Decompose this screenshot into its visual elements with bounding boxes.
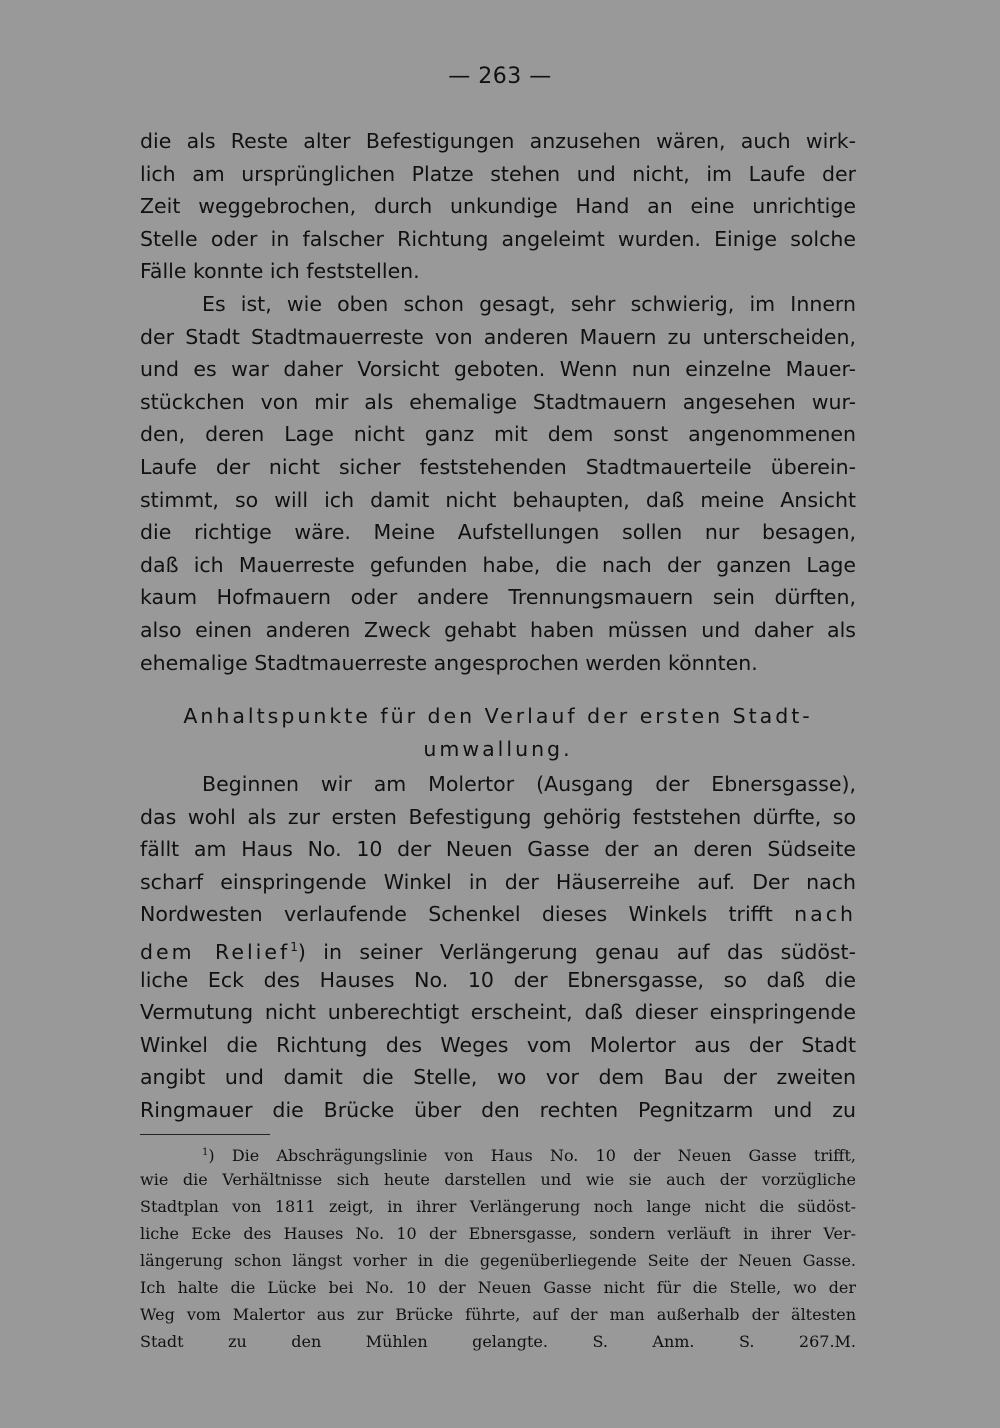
text-segment: Nordwesten verlaufende Schenkel dieses Winkels trifft [140, 902, 773, 927]
footnote-divider [140, 1134, 270, 1135]
paragraph-continued [140, 125, 856, 288]
text-line: Fälle konnte ich feststellen. [140, 259, 420, 284]
spaced-text: nach [794, 902, 856, 927]
text-line [140, 898, 856, 931]
text-line: Ringmauer die Brücke über den rechten Pegnitzarm und zu [140, 1097, 856, 1122]
text-segment: Stadt zu den Mühlen gelangte. S. Anm. S. 267. [140, 1332, 835, 1351]
text-line: Winkel die Richtung des Weges vom Molertor aus der Stadt [140, 1032, 856, 1057]
text-line: die als Reste alter Befestigungen anzusehen wären, auch wirk- [140, 129, 856, 153]
text-line: Es ist, wie oben schon gesagt, sehr schwierig, im Innern [202, 292, 856, 316]
paragraph-2 [140, 288, 856, 679]
text-line: ehemalige Stadtmauerreste angesprochen werden könnten. [140, 650, 758, 675]
text-line: der Stadt Stadtmauerreste von anderen Mauern zu unterscheiden, [140, 324, 856, 349]
spaced-text: dem Relief [140, 939, 291, 964]
text-line: kaum Hofmauern oder andere Trennungsmauern sein dürften, [140, 585, 856, 610]
footnote-line: liche Ecke des Hauses No. 10 der Ebnersgasse, sondern verläuft in ihrer Ver- [140, 1224, 856, 1243]
text-line: also einen anderen Zweck gehabt haben müssen und daher als [140, 617, 856, 642]
footnote-marker: 1 [202, 1147, 209, 1158]
heading-line-1: Anhaltspunkte für den Verlauf der ersten Stadt- [183, 704, 813, 728]
footnote-line: Ich halte die Lücke bei No. 10 der Neuen Gasse nicht für die Stelle, wo der [140, 1278, 856, 1297]
text-line [140, 931, 856, 964]
footnote-line: Weg vom Malertor aus zur Brücke führte, auf der man außerhalb der ältesten [140, 1305, 856, 1324]
text-line: Laufe der nicht sicher feststehenden Stadtmauerteile überein- [140, 454, 856, 479]
heading-line-2: umwallung. [423, 736, 573, 761]
text-line: scharf einspringende Winkel in der Häuserreihe auf. Der nach [140, 869, 856, 894]
text-line: die richtige wäre. Meine Aufstellungen sollen nur besagen, [140, 520, 856, 545]
text-line: den, deren Lage nicht ganz mit dem sonst angenommenen [140, 422, 856, 447]
text-line: angibt und damit die Stelle, wo vor dem Bau der zweiten [140, 1065, 856, 1090]
paragraph-3 [140, 768, 856, 1127]
text-line: liche Eck des Hauses No. 10 der Ebnersgasse, so daß die [140, 967, 856, 992]
text-line: Beginnen wir am Molertor (Ausgang der Ebnersgasse), [202, 772, 856, 796]
text-line: und es war daher Vorsicht geboten. Wenn nun einzelne Mauer- [140, 357, 856, 382]
page-number: — 263 — [448, 64, 552, 89]
footnote-line [140, 1139, 856, 1166]
footnote-line: wie die Verhältnisse sich heute darstellen und wie sie auch der vorzügliche [140, 1170, 856, 1189]
text-segment: ) Die Abschrägungslinie von Haus No. 10 der Neuen Gasse trifft, [208, 1146, 856, 1165]
text-line: Stelle oder in falscher Richtung angeleimt wurden. Einige solche [140, 226, 856, 251]
text-line: daß ich Mauerreste gefunden habe, die nach der ganzen Lage [140, 552, 856, 577]
text-line: lich am ursprünglichen Platze stehen und nicht, im Laufe der [140, 161, 856, 186]
text-line: Zeit weggebrochen, durch unkundige Hand an eine unrichtige [140, 194, 856, 219]
text-segment: ) in seiner Verlängerung genau auf das südöst- [297, 939, 856, 964]
text-line: das wohl als zur ersten Befestigung gehörig feststehen dürfte, so [140, 804, 856, 829]
text-line: stückchen von mir als ehemalige Stadtmauern angesehen wur- [140, 389, 856, 414]
footnote [140, 1139, 856, 1355]
text-line: stimmt, so will ich damit nicht behaupten, daß meine Ansicht [140, 487, 856, 512]
footnote-line [140, 1328, 856, 1355]
footnote-line: längerung schon längst vorher in die gegenüberliegende Seite der Neuen Gasse. [140, 1251, 856, 1270]
footnote-reference[interactable]: 1 [290, 939, 298, 954]
footnote-line: Stadtplan von 1811 zeigt, in ihrer Verlängerung noch lange nicht die südöst- [140, 1197, 856, 1216]
text-line: Vermutung nicht unberechtigt erscheint, daß dieser einspringende [140, 1000, 856, 1025]
section-heading [140, 700, 856, 765]
text-line: fällt am Haus No. 10 der Neuen Gasse der an deren Südseite [140, 837, 856, 862]
footnote-signature: M. [834, 1332, 856, 1351]
